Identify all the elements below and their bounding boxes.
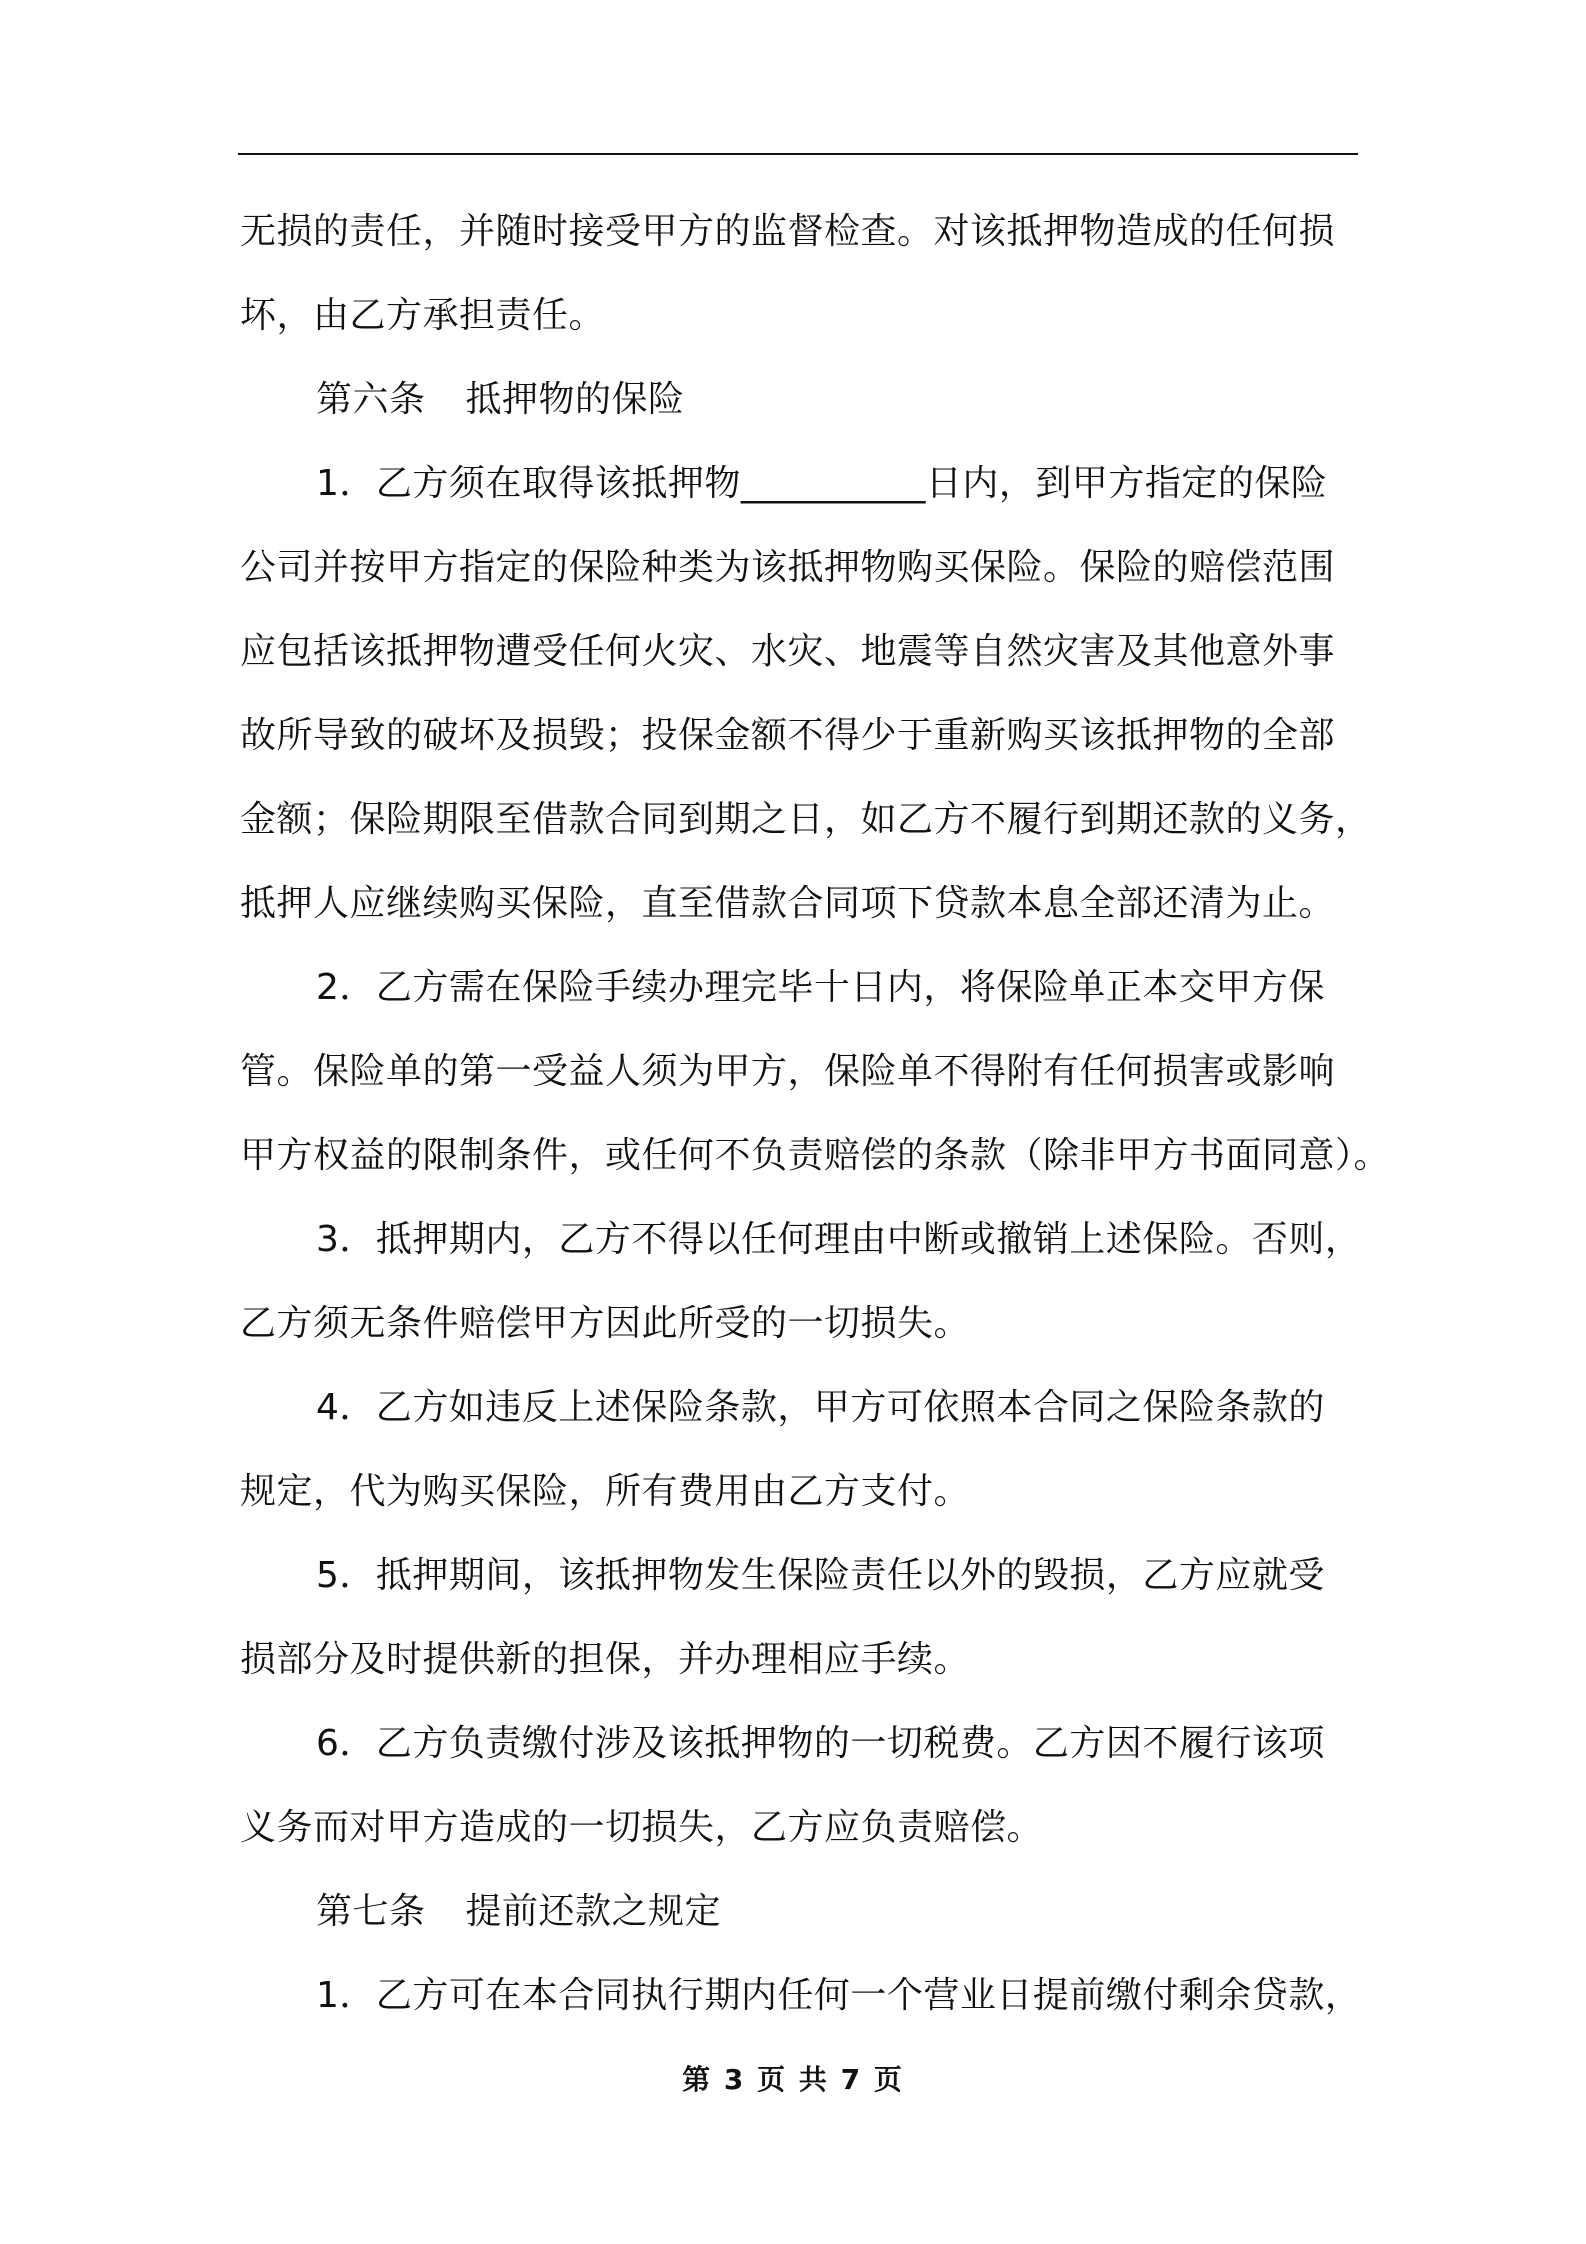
text-line: 3．抵押期内，乙方不得以任何理由中断或撤销上述保险。否则， [316, 1219, 1362, 1260]
article-number: 第七条 [316, 1891, 426, 1932]
contract-body [240, 190, 1391, 2038]
text-line: 1．乙方须在取得该抵押物__________日内，到甲方指定的保险 [316, 463, 1328, 504]
text-line: 管。保险单的第一受益人须为甲方，保险单不得附有任何损害或影响 [240, 1051, 1336, 1092]
article-title: 抵押物的保险 [465, 379, 685, 420]
article-title: 提前还款之规定 [465, 1891, 722, 1932]
text-line: 5．抵押期间，该抵押物发生保险责任以外的毁损，乙方应就受 [316, 1555, 1325, 1596]
header-rule [238, 153, 1358, 155]
text-line: 应包括该抵押物遭受任何火灾、水灾、地震等自然灾害及其他意外事 [240, 631, 1336, 672]
text-line: 无损的责任，并随时接受甲方的监督检查。对该抵押物造成的任何损 [240, 211, 1336, 252]
text-line: 损部分及时提供新的担保，并办理相应手续。 [240, 1639, 971, 1680]
text-line: 故所导致的破坏及损毁；投保金额不得少于重新购买该抵押物的全部 [240, 715, 1336, 756]
text-line: 1．乙方可在本合同执行期内任何一个营业日提前缴付剩余贷款， [316, 1975, 1362, 2016]
text-line: 金额；保险期限至借款合同到期之日，如乙方不履行到期还款的义务， [240, 799, 1372, 840]
page-number: 第 3 页 共 7 页 [682, 2063, 904, 2096]
text-line: 甲方权益的限制条件，或任何不负责赔偿的条款（除非甲方书面同意）。 [240, 1135, 1391, 1176]
text-line: 2．乙方需在保险手续办理完毕十日内，将保险单正本交甲方保 [316, 967, 1325, 1008]
text-line: 义务而对甲方造成的一切损失，乙方应负责赔偿。 [240, 1807, 1044, 1848]
text-line: 6．乙方负责缴付涉及该抵押物的一切税费。乙方因不履行该项 [316, 1723, 1325, 1764]
text-line: 坏，由乙方承担责任。 [240, 295, 606, 336]
article-number: 第六条 [316, 379, 426, 420]
text-line: 公司并按甲方指定的保险种类为该抵押物购买保险。保险的赔偿范围 [240, 547, 1336, 588]
text-line: 4．乙方如违反上述保险条款，甲方可依照本合同之保险条款的 [316, 1387, 1325, 1428]
text-line: 乙方须无条件赔偿甲方因此所受的一切损失。 [240, 1303, 971, 1344]
text-line: 抵押人应继续购买保险，直至借款合同项下贷款本息全部还清为止。 [240, 883, 1336, 924]
article-heading [240, 1870, 1360, 1954]
article-heading [240, 358, 1360, 442]
text-line: 规定，代为购买保险，所有费用由乙方支付。 [240, 1471, 971, 1512]
